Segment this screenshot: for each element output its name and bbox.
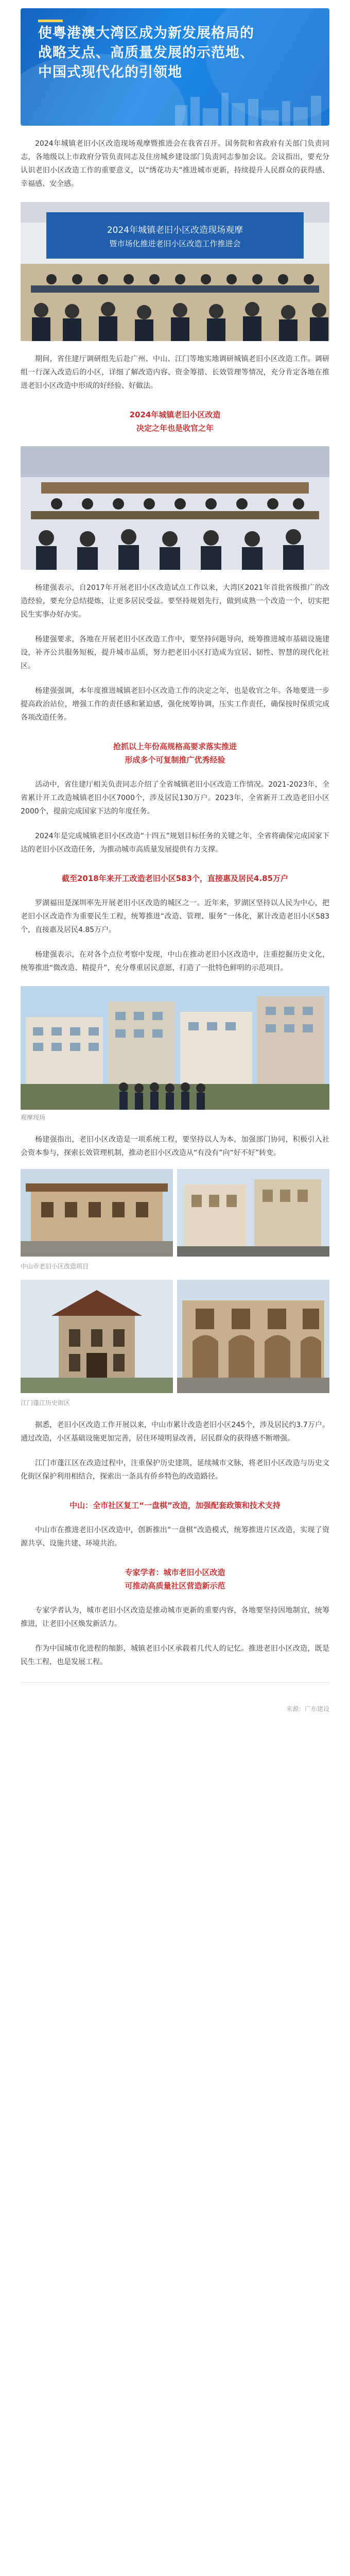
article-paragraph: 杨建强表示，自2017年开展老旧小区改造试点工作以来，大湾区2021年首批省级推广的改造经验，要充分总结提炼，让更多居民受益。要坚持规划先行，做到成熟一个改造一个，切实把民生实事办好办实。 bbox=[21, 584, 329, 619]
section-heading bbox=[21, 408, 329, 435]
article-paragraph: 杨建强要求，各地在开展老旧小区改造工作中，要坚持问题导向，统筹推进城市基础设施建设，补齐公共服务短板，提升城市品质，努力把老旧小区打造成为宜居、韧性、智慧的现代化社区。 bbox=[21, 635, 329, 670]
article-footer bbox=[0, 1697, 350, 1723]
section-heading bbox=[21, 1566, 329, 1592]
skyline-illustration bbox=[21, 90, 329, 126]
conference-room-image bbox=[21, 446, 329, 570]
section-heading-line: 2024年城镇老旧小区改造 bbox=[129, 410, 221, 419]
photo-grid bbox=[21, 1169, 329, 1259]
section-heading-line: 抢抓以上年份高规格高要求落实推进 bbox=[113, 742, 237, 751]
photo-screen-line: 暨市场化推进老旧小区改造工作推进会 bbox=[109, 239, 241, 248]
article-paragraph: 中山市在推进老旧小区改造中，创新推出“一盘棋”改造模式，统筹推进片区改造，实现了资源共享、设施共建、环境共治。 bbox=[21, 1526, 329, 1548]
photo-grid bbox=[21, 1280, 329, 1395]
residential-buildings-image bbox=[21, 986, 329, 1110]
photo-caption: 中山市老旧小区改造项目 bbox=[21, 1263, 89, 1270]
banner-title-line: 中国式现代化的引领地 bbox=[38, 64, 182, 80]
photo-grid-cell bbox=[21, 1169, 173, 1259]
section-heading-line: 中山：全市社区复工“一盘棋”改造，加强配套政策和技术支持 bbox=[69, 1501, 281, 1510]
section-heading-line: 截至2018年来开工改造老旧小区583个，直接惠及居民4.85万户 bbox=[61, 874, 289, 883]
building-photo bbox=[21, 986, 329, 1110]
photo-grid-cell bbox=[177, 1280, 329, 1395]
conference-photo bbox=[21, 446, 329, 570]
article-paragraph: 期间，省住建厅调研组先后赴广州、中山、江门等地实地调研城镇老旧小区改造工作。调研组一行深入改造后的小区，详细了解改造内容、资金筹措、长效管理等情况，充分肯定各地在推进老旧小区改造中形成的好经验、好做法。 bbox=[21, 355, 329, 390]
banner-title-line: 战略支点、高质量发展的示范地、 bbox=[38, 45, 254, 61]
article-paragraph: 罗湖福田是深圳率先开展老旧小区改造的城区之一。近年来，罗湖区坚持以人民为中心，把老旧小区改造作为重要民生工程，统筹推进“改造、管理、服务”一体化，累计改造老旧小区583个，直接惠及居民4.85万户。 bbox=[21, 899, 329, 934]
footer-divider bbox=[21, 1682, 329, 1683]
street-image bbox=[177, 1169, 329, 1257]
old-building-image bbox=[21, 1169, 173, 1257]
article-paragraph: 2024年城镇老旧小区改造现场观摩暨推进会在我省召开。国务院和省政府有关部门负责同志，各地级以上市政府分管负责同志及住房城乡建设部门负责同志参加会议。会议指出，要充分认识老旧小区改造工作的重要意义，以“绣花功夫”推进城市更新，持续提升人民群众的获得感、幸福感、安全感。 bbox=[21, 140, 329, 188]
section-heading-line: 形成多个可复制推广优秀经验 bbox=[125, 755, 225, 765]
section-heading bbox=[21, 740, 329, 767]
section-heading bbox=[21, 872, 329, 885]
article-paragraph: 据悉，老旧小区改造工作开展以来，中山市累计改造老旧小区245个，涉及居民约3.7万户。通过改造，小区基础设施更加完善，居住环境明显改善，居民群众的获得感不断增强。 bbox=[21, 1421, 329, 1443]
article-paragraph: 江门市蓬江区在改造过程中，注重保护历史建筑，延续城市文脉，将老旧小区改造与历史文化街区保护利用相结合，探索出一条具有侨乡特色的改造路径。 bbox=[21, 1459, 329, 1481]
historic-tower-image bbox=[21, 1280, 173, 1393]
photo-grid-cell bbox=[177, 1169, 329, 1259]
article-paragraph: 杨建强指出，老旧小区改造是一项系统工程，要坚持以人为本，加强部门协同，积极引入社会资本参与，探索长效管理机制，推动老旧小区改造从“有没有”向“好不好”转变。 bbox=[21, 1136, 329, 1157]
source-label: 来源：广东建设 bbox=[286, 1705, 329, 1713]
section-heading-line: 可推动高质量社区营造新示范 bbox=[125, 1581, 225, 1590]
banner-title bbox=[38, 24, 268, 82]
section-heading bbox=[21, 1499, 329, 1512]
photo-caption: 观摩现场 bbox=[21, 1114, 46, 1121]
banner-accent-bar bbox=[38, 20, 63, 22]
photo-screen-line: 2024年城镇老旧小区改造现场观摩 bbox=[107, 225, 243, 235]
section-heading-line: 决定之年也是收官之年 bbox=[136, 423, 214, 433]
article-paragraph: 作为中国城市化进程的缩影，城镇老旧小区承载着几代人的记忆。推进老旧小区改造，既是民生工程，也是发展工程。 bbox=[21, 1645, 329, 1666]
photo-caption: 江门蓬江历史街区 bbox=[21, 1399, 71, 1406]
article-paragraph: 杨建强强调，本年度推进城镇老旧小区改造工作的决定之年，也是收官之年。各地要进一步提高政治站位，增强工作的责任感和紧迫感，强化统筹协调，压实工作责任，确保按时保质完成各项改造任务。 bbox=[21, 687, 329, 722]
article-paragraph: 杨建强表示，在对各个点位考察中发现，中山在推动老旧小区改造中，注重挖掘历史文化，统筹推进“微改造、精提升”，充分尊重居民意愿，打造了一批特色鲜明的示范项目。 bbox=[21, 951, 329, 972]
section-heading-line: 专家学者：城市老旧小区改造 bbox=[125, 1568, 225, 1577]
banner-title-line: 使粤港澳大湾区成为新发展格局的 bbox=[38, 25, 254, 41]
article-paragraph: 专家学者认为，城市老旧小区改造是推动城市更新的重要内容，各地要坚持因地制宜，统筹推进，让老旧小区焕发新活力。 bbox=[21, 1606, 329, 1628]
article-paragraph: 活动中，省住建厅相关负责同志介绍了全省城镇老旧小区改造工作情况。2021-2023年，全省累计开工改造城镇老旧小区7000个，涉及居民130万户。2023年，全省新开工改造老旧小区2000个，提前完成国家下达的年度任务。 bbox=[21, 781, 329, 816]
header-banner bbox=[21, 8, 329, 126]
article-paragraph: 2024年是完成城镇老旧小区改造“十四五”规划目标任务的关键之年，全省将确保完成国家下达的老旧小区改造任务，为推动城市高质量发展提供有力支撑。 bbox=[21, 832, 329, 854]
arcade-street-image bbox=[177, 1280, 329, 1393]
meeting-photo bbox=[21, 202, 329, 341]
article-page bbox=[0, 8, 350, 1723]
photo-grid-cell bbox=[21, 1280, 173, 1395]
meeting-hall-image bbox=[21, 202, 329, 341]
